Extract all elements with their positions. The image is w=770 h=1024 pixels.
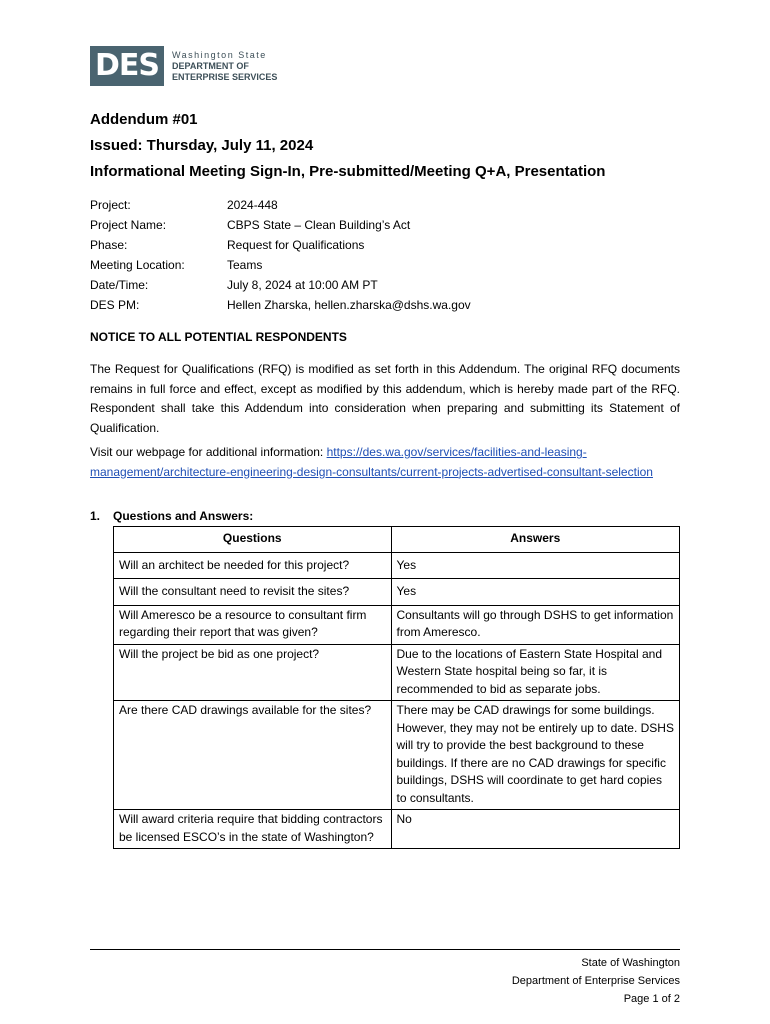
questions-header: Questions bbox=[114, 527, 392, 553]
footer-divider bbox=[90, 949, 680, 950]
footer-state: State of Washington bbox=[581, 957, 680, 969]
section-heading bbox=[90, 509, 253, 523]
info-value: Request for Qualifications bbox=[227, 238, 365, 252]
info-row-phase bbox=[90, 235, 471, 255]
info-label: Project: bbox=[90, 198, 131, 212]
webpage-paragraph bbox=[90, 443, 680, 482]
section-number: 1. bbox=[90, 509, 101, 523]
info-value: July 8, 2024 at 10:00 AM PT bbox=[227, 278, 378, 292]
info-value: Teams bbox=[227, 258, 263, 272]
answer-cell: Due to the locations of Eastern State Hospital and Western State hospital being so far, it is recommended to bid as separate jobs. bbox=[391, 644, 680, 701]
issued-date: Issued: Thursday, July 11, 2024 bbox=[90, 137, 314, 154]
question-cell: Will the consultant need to revisit the sites? bbox=[114, 579, 392, 606]
answer-cell: Yes bbox=[391, 579, 680, 606]
addendum-subject: Informational Meeting Sign-In, Pre-submitted/Meeting Q+A, Presentation bbox=[90, 163, 606, 180]
question-cell: Will award criteria require that bidding contractors be licensed ESCO’s in the state of Washington? bbox=[114, 810, 392, 849]
info-row-meeting-location bbox=[90, 255, 471, 275]
notice-heading: NOTICE TO ALL POTENTIAL RESPONDENTS bbox=[90, 330, 347, 344]
question-cell: Will the project be bid as one project? bbox=[114, 644, 392, 701]
footer-department: Department of Enterprise Services bbox=[511, 975, 680, 987]
info-value: Hellen Zharska, hellen.zharska@dshs.wa.gov bbox=[227, 298, 471, 312]
answer-cell: There may be CAD drawings for some buildings. However, they may not be entirely up to date. DSHS will try to provide the best background to these buildings. If there are no CAD drawings for specific buildings, DSHS will coordinate to get hard copies to consultants. bbox=[391, 701, 680, 810]
info-value: CBPS State – Clean Building’s Act bbox=[227, 218, 411, 232]
logo-line-state: Washington State bbox=[172, 49, 267, 60]
answer-cell: Consultants will go through DSHS to get information from Ameresco. bbox=[391, 605, 680, 644]
document-headings bbox=[90, 107, 605, 185]
question-cell: Are there CAD drawings available for the sites? bbox=[114, 701, 392, 810]
table-row bbox=[114, 701, 680, 810]
question-cell: Will an architect be needed for this project? bbox=[114, 552, 392, 579]
table-row bbox=[114, 605, 680, 644]
project-info bbox=[90, 195, 471, 315]
info-row-project-name bbox=[90, 215, 471, 235]
info-row-date-time bbox=[90, 275, 471, 295]
answer-cell: Yes bbox=[391, 552, 680, 579]
info-value: 2024-448 bbox=[227, 198, 278, 212]
logo-line-department: DEPARTMENT OF bbox=[172, 60, 249, 71]
qa-table bbox=[113, 526, 680, 849]
section-title: Questions and Answers: bbox=[113, 509, 254, 523]
answer-cell: No bbox=[391, 810, 680, 849]
page-number: Page 1 of 2 bbox=[623, 993, 680, 1005]
des-logo bbox=[90, 46, 277, 86]
qa-header-row bbox=[114, 527, 680, 553]
table-row bbox=[114, 810, 680, 849]
answers-header: Answers bbox=[391, 527, 680, 553]
info-row-des-pm bbox=[90, 295, 471, 315]
info-row-project bbox=[90, 195, 471, 215]
table-row bbox=[114, 579, 680, 606]
table-row bbox=[114, 552, 680, 579]
webpage-link[interactable]: https://des.wa.gov/services/facilities-and-leasing-management/architecture-engineering-design-consultants/current-projects-advertised-consultant-selection bbox=[90, 445, 653, 479]
info-label: Meeting Location: bbox=[90, 258, 185, 272]
webpage-prefix: Visit our webpage for additional information: bbox=[90, 445, 327, 459]
info-label: Date/Time: bbox=[90, 278, 149, 292]
table-row bbox=[114, 644, 680, 701]
addendum-title: Addendum #01 bbox=[90, 111, 198, 128]
info-label: Project Name: bbox=[90, 218, 167, 232]
page-footer bbox=[512, 954, 680, 1008]
des-logo-mark: DES bbox=[90, 46, 164, 86]
des-logo-text bbox=[172, 50, 277, 83]
info-label: DES PM: bbox=[90, 298, 140, 312]
question-cell: Will Ameresco be a resource to consultant firm regarding their report that was given? bbox=[114, 605, 392, 644]
info-label: Phase: bbox=[90, 238, 128, 252]
rfq-modification-paragraph: The Request for Qualifications (RFQ) is modified as set forth in this Addendum. The original RFQ documents remains in full force and effect, except as modified by this addendum, which is hereby made part of the RFQ. Respondent shall take this Addendum into consideration when preparing and submitting its Statement of Qualification. bbox=[90, 362, 680, 435]
logo-line-enterprise: ENTERPRISE SERVICES bbox=[172, 71, 278, 82]
